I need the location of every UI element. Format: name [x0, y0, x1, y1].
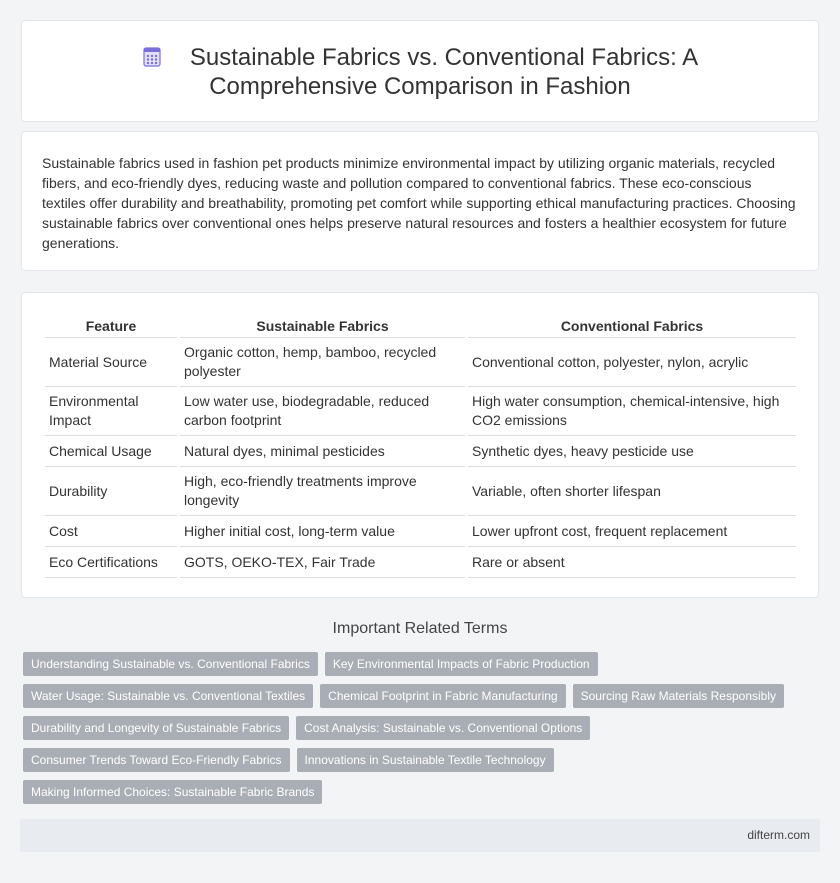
related-term-link[interactable]: Understanding Sustainable vs. Conventional Fabrics	[23, 652, 318, 676]
related-term-link[interactable]: Durability and Longevity of Sustainable Fabrics	[23, 716, 289, 740]
table-cell: Higher initial cost, long-term value	[180, 516, 465, 547]
related-term-link[interactable]: Water Usage: Sustainable vs. Conventional Textiles	[23, 684, 313, 708]
table-cell: Eco Certifications	[45, 547, 177, 578]
table-cell: Durability	[45, 467, 177, 516]
intro-paragraph: Sustainable fabrics used in fashion pet products minimize environmental impact by utilizing organic materials, recycled fibers, and eco-friendly dyes, reducing waste and pollution compared to conventional fabrics. These eco-conscious textiles offer durability and breathability, promoting pet comfort while supporting ethical manufacturing practices. Choosing sustainable fabrics over conventional ones helps preserve natural resources and fosters a healthier ecosystem for future generations.	[42, 155, 796, 251]
table-row	[45, 387, 796, 436]
intro-card	[21, 131, 819, 271]
table-cell: Variable, often shorter lifespan	[468, 467, 796, 516]
related-terms-list	[23, 652, 813, 812]
table-cell: Cost	[45, 516, 177, 547]
table-cell: Rare or absent	[468, 547, 796, 578]
table-cell: Low water use, biodegradable, reduced carbon footprint	[180, 387, 465, 436]
related-terms-heading: Important Related Terms	[332, 620, 508, 637]
table-row	[45, 547, 796, 578]
footer	[20, 819, 820, 852]
table-row	[45, 338, 796, 387]
related-term-link[interactable]: Consumer Trends Toward Eco-Friendly Fabrics	[23, 748, 290, 772]
related-term-link[interactable]: Cost Analysis: Sustainable vs. Conventional Options	[296, 716, 590, 740]
table-cell: Conventional cotton, polyester, nylon, acrylic	[468, 338, 796, 387]
page-header	[62, 43, 778, 101]
table-cell: High, eco-friendly treatments improve longevity	[180, 467, 465, 516]
table-cell: Chemical Usage	[45, 436, 177, 467]
page-title: Sustainable Fabrics vs. Conventional Fabrics: A Comprehensive Comparison in Fashion	[189, 44, 699, 100]
column-header: Conventional Fabrics	[468, 315, 796, 338]
table-row	[45, 436, 796, 467]
table-cell: Environmental Impact	[45, 387, 177, 436]
footer-site-link[interactable]: difterm.com	[747, 828, 810, 842]
table-row	[45, 516, 796, 547]
table-cell: Natural dyes, minimal pesticides	[180, 436, 465, 467]
table-row	[45, 467, 796, 516]
comparison-table	[42, 315, 799, 578]
related-term-link[interactable]: Making Informed Choices: Sustainable Fabric Brands	[23, 780, 322, 804]
related-term-link[interactable]: Innovations in Sustainable Textile Technology	[297, 748, 554, 772]
column-header: Feature	[45, 315, 177, 338]
table-header-row	[45, 315, 796, 338]
table-cell: Synthetic dyes, heavy pesticide use	[468, 436, 796, 467]
related-term-link[interactable]: Sourcing Raw Materials Responsibly	[573, 684, 784, 708]
table-cell: GOTS, OEKO-TEX, Fair Trade	[180, 547, 465, 578]
related-term-link[interactable]: Chemical Footprint in Fabric Manufacturing	[320, 684, 565, 708]
table-cell: Lower upfront cost, frequent replacement	[468, 516, 796, 547]
column-header: Sustainable Fabrics	[180, 315, 465, 338]
table-cell: High water consumption, chemical-intensive, high CO2 emissions	[468, 387, 796, 436]
comparison-card	[21, 292, 819, 598]
grid-document-icon	[142, 47, 162, 67]
related-term-link[interactable]: Key Environmental Impacts of Fabric Production	[325, 652, 598, 676]
table-cell: Organic cotton, hemp, bamboo, recycled polyester	[180, 338, 465, 387]
table-cell: Material Source	[45, 338, 177, 387]
title-card	[21, 20, 819, 122]
